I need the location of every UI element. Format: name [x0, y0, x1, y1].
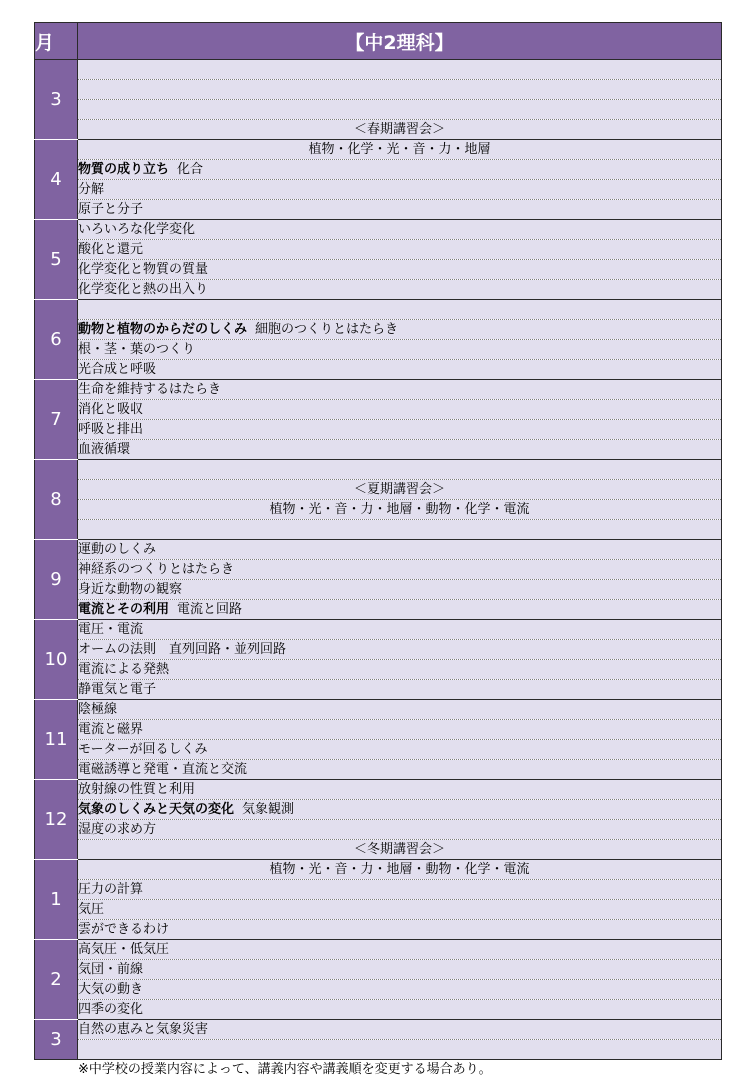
- table-row: [35, 720, 722, 740]
- topic-text: 電圧・電流: [78, 622, 144, 637]
- table-row: [35, 820, 722, 840]
- table-row: [35, 1000, 722, 1020]
- topic-text: 放射線の性質と利用: [78, 782, 196, 797]
- topic-cell: [78, 600, 722, 620]
- month-cell: 10: [35, 620, 78, 700]
- topic-cell: [78, 840, 722, 860]
- table-row: [35, 760, 722, 780]
- table-row: [35, 960, 722, 980]
- topic-cell: [78, 920, 722, 940]
- topic-cell: [78, 260, 722, 280]
- month-cell: 3: [35, 60, 78, 140]
- topic-text: ＜春期講習会＞: [353, 122, 445, 137]
- topic-text: ＜夏期講習会＞: [353, 482, 445, 497]
- topic-text: モーターが回るしくみ: [78, 742, 208, 757]
- topic-cell: [78, 700, 722, 720]
- table-row: [35, 700, 722, 720]
- topic-cell: [78, 880, 722, 900]
- topic-cell: [78, 560, 722, 580]
- topic-text: 光合成と呼吸: [78, 362, 157, 377]
- topic-text: 気団・前線: [78, 962, 144, 977]
- month-cell: 7: [35, 380, 78, 460]
- topic-cell: [78, 500, 722, 520]
- table-row: [35, 460, 722, 480]
- topic-text: 植物・光・音・力・地層・動物・化学・電流: [269, 502, 530, 517]
- table-row: [35, 420, 722, 440]
- topic-cell: [78, 1000, 722, 1020]
- table-row: [35, 480, 722, 500]
- month-cell: 9: [35, 540, 78, 620]
- topic-cell: [78, 120, 722, 140]
- table-row: [35, 920, 722, 940]
- topic-text: 原子と分子: [78, 202, 144, 217]
- topic-text: 細胞のつくりとはたらき: [255, 322, 399, 337]
- topic-cell: [78, 400, 722, 420]
- topic-text: ＜冬期講習会＞: [353, 842, 445, 857]
- topic-text: 電流と磁界: [78, 722, 144, 737]
- topic-cell: [78, 1020, 722, 1040]
- topic-cell: [78, 440, 722, 460]
- month-cell: 8: [35, 460, 78, 540]
- topic-cell: [78, 460, 722, 480]
- topic-text: いろいろな化学変化: [78, 222, 196, 237]
- unit-title: 物質の成り立ち: [78, 162, 170, 177]
- table-row: [35, 900, 722, 920]
- month-cell: 6: [35, 300, 78, 380]
- month-header: 月: [35, 23, 78, 60]
- topic-cell: [78, 100, 722, 120]
- table-row: [35, 80, 722, 100]
- header-row: [35, 23, 722, 60]
- topic-cell: [78, 300, 722, 320]
- topic-cell: [78, 480, 722, 500]
- topic-text: 圧力の計算: [78, 882, 144, 897]
- topic-cell: [78, 860, 722, 880]
- month-cell: 3: [35, 1020, 78, 1060]
- topic-cell: [78, 60, 722, 80]
- topic-text: 電磁誘導と発電・直流と交流: [78, 762, 248, 777]
- topic-cell: [78, 180, 722, 200]
- table-row: [35, 400, 722, 420]
- table-row: [35, 1020, 722, 1040]
- topic-text: 静電気と電子: [78, 682, 157, 697]
- table-row: [35, 520, 722, 540]
- topic-cell: [78, 580, 722, 600]
- table-row: [35, 360, 722, 380]
- topic-cell: [78, 540, 722, 560]
- table-row: [35, 560, 722, 580]
- topic-text: 化学変化と熱の出入り: [78, 282, 209, 297]
- topic-cell: [78, 720, 722, 740]
- topic-cell: [78, 680, 722, 700]
- topic-cell: [78, 980, 722, 1000]
- table-row: [35, 540, 722, 560]
- table-row: [35, 740, 722, 760]
- topic-cell: [78, 740, 722, 760]
- topic-cell: [78, 760, 722, 780]
- topic-cell: [78, 220, 722, 240]
- topic-cell: [78, 780, 722, 800]
- table-row: [35, 620, 722, 640]
- topic-text: 植物・光・音・力・地層・動物・化学・電流: [269, 862, 530, 877]
- topic-text: 血液循環: [78, 442, 131, 457]
- topic-cell: [78, 340, 722, 360]
- table-row: [35, 260, 722, 280]
- month-cell: 12: [35, 780, 78, 860]
- topic-cell: [78, 660, 722, 680]
- topic-text: 運動のしくみ: [78, 542, 157, 557]
- table-row: [35, 280, 722, 300]
- topic-text: 身近な動物の観察: [78, 582, 183, 597]
- topic-text: 植物・化学・光・音・力・地層: [308, 142, 491, 157]
- topic-cell: [78, 140, 722, 160]
- table-row: [35, 300, 722, 320]
- topic-cell: [78, 940, 722, 960]
- table-row: [35, 240, 722, 260]
- table-row: [35, 380, 722, 400]
- topic-cell: [78, 360, 722, 380]
- unit-title: 電流とその利用: [78, 602, 170, 617]
- month-cell: 1: [35, 860, 78, 940]
- table-row: [35, 800, 722, 820]
- topic-cell: [78, 520, 722, 540]
- topic-cell: [78, 800, 722, 820]
- topic-text: 四季の変化: [78, 1002, 144, 1017]
- topic-text: 消化と吸収: [78, 402, 144, 417]
- topic-text: 電流による発熱: [78, 662, 170, 677]
- table-row: [35, 980, 722, 1000]
- topic-cell: [78, 320, 722, 340]
- table-row: [35, 580, 722, 600]
- topic-cell: [78, 900, 722, 920]
- table-row: [35, 680, 722, 700]
- table-row: [35, 640, 722, 660]
- table-body: [35, 60, 722, 1060]
- topic-text: 電流と回路: [177, 602, 243, 617]
- topic-cell: [78, 160, 722, 180]
- topic-text: 化学変化と物質の質量: [78, 262, 209, 277]
- table-row: [35, 340, 722, 360]
- topic-text: 化合: [177, 162, 204, 177]
- topic-cell: [78, 240, 722, 260]
- table-title: 【中2理科】: [78, 23, 722, 60]
- table-row: [35, 600, 722, 620]
- month-cell: 2: [35, 940, 78, 1020]
- topic-text: 自然の恵みと気象災害: [78, 1022, 209, 1037]
- topic-text: 分解: [78, 182, 105, 197]
- table-row: [35, 860, 722, 880]
- table-row: [35, 120, 722, 140]
- footnote: ※中学校の授業内容によって、講義内容や講義順を変更する場合あり。: [78, 1062, 492, 1077]
- table-row: [35, 320, 722, 340]
- topic-cell: [78, 640, 722, 660]
- month-cell: 11: [35, 700, 78, 780]
- topic-cell: [78, 80, 722, 100]
- topic-cell: [78, 280, 722, 300]
- topic-text: 生命を維持するはたらき: [78, 382, 222, 397]
- topic-text: 根・茎・葉のつくり: [78, 342, 196, 357]
- topic-text: 気象観測: [242, 802, 295, 817]
- table-row: [35, 440, 722, 460]
- table-row: [35, 1040, 722, 1060]
- table-row: [35, 160, 722, 180]
- topic-text: 呼吸と排出: [78, 422, 144, 437]
- table-row: [35, 100, 722, 120]
- table-row: [35, 840, 722, 860]
- topic-text: 神経系のつくりとはたらき: [78, 562, 235, 577]
- topic-cell: [78, 960, 722, 980]
- table-row: [35, 200, 722, 220]
- topic-text: 湿度の求め方: [78, 822, 157, 837]
- unit-title: 気象のしくみと天気の変化: [78, 802, 235, 817]
- table-row: [35, 940, 722, 960]
- table-row: [35, 220, 722, 240]
- table-row: [35, 880, 722, 900]
- topic-text: 高気圧・低気圧: [78, 942, 170, 957]
- month-cell: 4: [35, 140, 78, 220]
- topic-cell: [78, 200, 722, 220]
- topic-text: 陰極線: [78, 702, 118, 717]
- curriculum-table: [34, 22, 722, 1060]
- topic-text: オームの法則 直列回路・並列回路: [78, 642, 287, 657]
- topic-cell: [78, 420, 722, 440]
- topic-cell: [78, 820, 722, 840]
- unit-title: 動物と植物のからだのしくみ: [78, 322, 248, 337]
- table-row: [35, 660, 722, 680]
- table-row: [35, 780, 722, 800]
- topic-text: 酸化と還元: [78, 242, 144, 257]
- month-cell: 5: [35, 220, 78, 300]
- table-row: [35, 60, 722, 80]
- topic-cell: [78, 380, 722, 400]
- topic-text: 大気の動き: [78, 982, 144, 997]
- table-row: [35, 500, 722, 520]
- topic-cell: [78, 620, 722, 640]
- table-row: [35, 140, 722, 160]
- topic-text: 気圧: [78, 902, 105, 917]
- topic-cell: [78, 1040, 722, 1060]
- table-row: [35, 180, 722, 200]
- topic-text: 雲ができるわけ: [78, 922, 170, 937]
